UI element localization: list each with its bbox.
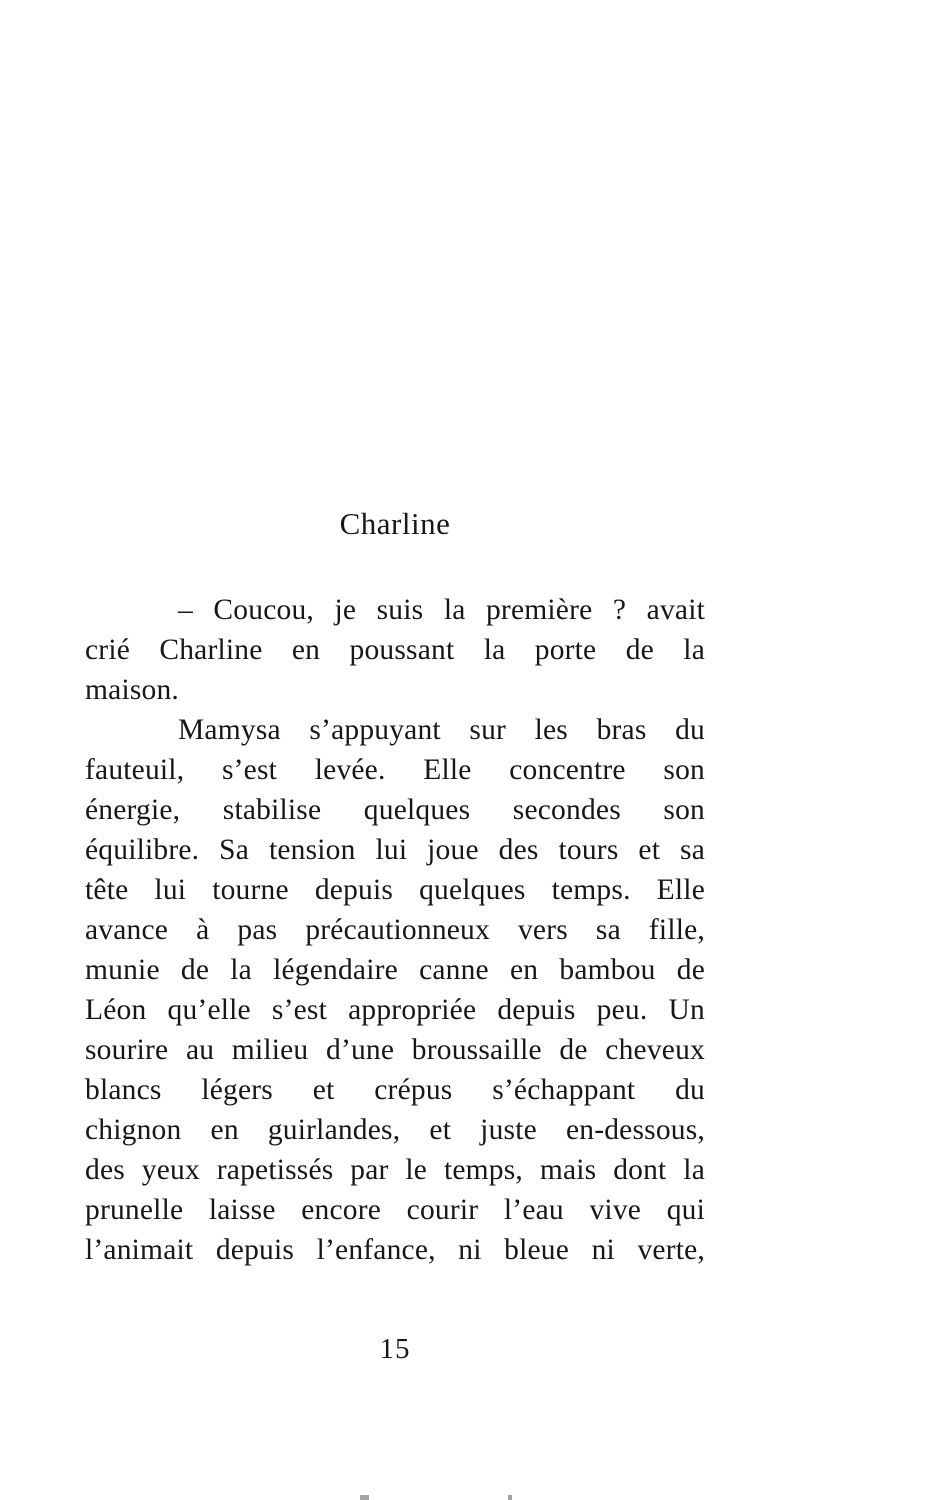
text-line: Léon qu’elle s’est appropriée depuis peu. Un [85, 994, 705, 1026]
text-line: énergie, stabilise quelques secondes son [85, 794, 705, 826]
body-text [85, 590, 705, 1270]
text-line: tête lui tourne depuis quelques temps. Elle [85, 874, 705, 906]
text-line: l’animait depuis l’enfance, ni bleue ni verte, [85, 1234, 705, 1266]
text-line: maison. [85, 674, 179, 706]
text-line: des yeux rapetissés par le temps, mais dont la [85, 1154, 705, 1186]
page-number: 15 [379, 1333, 411, 1365]
paragraph [85, 590, 705, 710]
text-line: prunelle laisse encore courir l’eau vive qui [85, 1194, 705, 1226]
text-line: crié Charline en poussant la porte de la [85, 634, 705, 666]
text-line: fauteuil, s’est levée. Elle concentre son [85, 754, 705, 786]
text-line: chignon en guirlandes, et juste en-dessous, [85, 1114, 705, 1146]
text-line: – Coucou, je suis la première ? avait [178, 594, 705, 626]
text-line: équilibre. Sa tension lui joue des tours et sa [85, 834, 705, 866]
text-line: blancs légers et crépus s’échappant du [85, 1074, 705, 1106]
text-line: Mamysa s’appuyant sur les bras du [178, 714, 705, 746]
paragraph [85, 710, 705, 1270]
text-line: sourire au milieu d’une broussaille de cheveux [85, 1034, 705, 1066]
page-edge-artifact [360, 1495, 369, 1500]
text-line: munie de la légendaire canne en bambou de [85, 954, 705, 986]
chapter-title: Charline [339, 506, 451, 541]
text-block [85, 504, 705, 1270]
page-edge-artifact [508, 1495, 512, 1500]
text-line: avance à pas précautionneux vers sa fille, [85, 914, 705, 946]
